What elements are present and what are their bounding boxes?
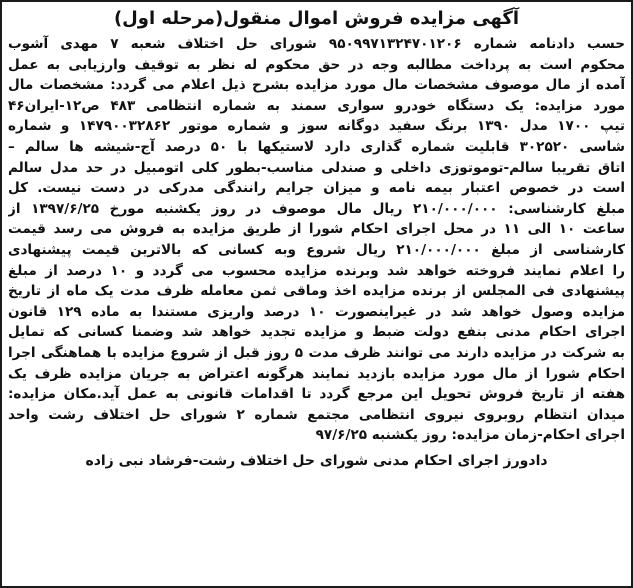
notice-body-line: است در خصوص اعتبار بیمه نامه و میزان جرایم رانندگی مدرکی در دست نیست. کل	[8, 180, 625, 197]
notice-body-line: هفته از تاریخ فروش تحویل این مرجع گردد تا اقدامات قانونی به عمل آید.مکان مزایده:	[8, 386, 625, 403]
notice-body-line: مزایده وصول خواهد شد در غیراینصورت ۱۰ درصد واریزی مستندا به ماده ۱۲۹ قانون	[8, 303, 625, 320]
notice-title: آگهی مزایده فروش اموال منقول(مرحله اول)	[113, 8, 520, 29]
notice-body-line: آمده از مال موصوف مشخصات مال مورد مزایده بشرح ذیل اعلام می گردد: مشخصات مال	[8, 77, 625, 94]
notice-body-line: کارشناسی از مبلغ ۲۱۰/۰۰۰/۰۰۰ ریال شروع وبه کسانی که بالاترین قیمت پیشنهادی	[8, 241, 625, 258]
notice-body-line: مبلغ کارشناسی: ۲۱۰/۰۰۰/۰۰۰ ریال مال موصوف در روز یکشنبه مورخ ۱۳۹۷/۶/۲۵ از	[8, 200, 625, 217]
notice-signature: دادورز اجرای احکام مدنی شورای حل اختلاف رشت-فرشاد نبی زاده	[85, 452, 548, 469]
notice-body-line: محکوم است به پرداخت مطالبه وجه در حق محکوم له نظر به توقیف وارزیابی به عمل	[8, 56, 625, 73]
notice-body	[8, 34, 625, 446]
notice-body-line: شاسی ۳۰۲۵۲۰ قابلیت شماره گذاری دارد لاستیکها با ۵۰ درصد آج-شیشه ها سالم –	[8, 138, 625, 155]
notice-body-line: اتاق تقریبا سالم-توموتوزی داخلی و صندلی مناسب-بطور کلی اتومبیل در حد مدل سالم	[8, 159, 625, 176]
notice-body-line: اجرای احکام-زمان مزایده: روز یکشنبه ۹۷/۶/۲۵	[315, 427, 625, 444]
notice-body-line: ساعت ۱۰ الی ۱۱ در محل اجرای احکام شورا از طریق مزایده به فروش می رسد قیمت	[8, 221, 625, 238]
notice-body-line: میدان انتظام روبروی نیروی انتظامی مجتمع شماره ۲ شورای حل اختلاف رشت واحد	[8, 406, 625, 423]
notice-body-line: تیپ ۱۷۰۰ مدل ۱۳۹۰ برنگ سفید دوگانه سوز و شماره موتور ۱۴۷۹۰۰۳۲۸۶۲ و شماره	[8, 118, 625, 135]
notice-body-line: به شرکت در مزایده دارند می توانند ظرف مدت ۵ روز قبل از شروع مزایده با هماهنگی اجرا	[8, 344, 625, 361]
notice-body-line: را اعلام نمایند فروخته خواهد شد وبرنده مزایده محسوب می گردد و ۱۰ درصد از مبلغ	[8, 262, 625, 279]
notice-body-line: اجرای احکام مدنی بنفع دولت ضبط و مزایده تجدید خواهد شد وضمنا کسانی که تمایل	[8, 324, 625, 341]
notice-body-line: مورد مزایده: یک دستگاه خودرو سواری سمند به شماره انتظامی ۴۸۳ ص۱۲-ایران۴۶	[8, 97, 625, 114]
notice-body-line: حسب دادنامه شماره ۹۵۰۹۹۷۱۳۲۴۷۰۱۲۰۶ شورای حل اختلاف شعبه ۷ مهدی آشوب	[8, 36, 625, 52]
notice-body-line: پیشنهادی فی المجلس از برنده مزایده اخذ وماقی ثمن معامله ظرف مدت یک ماه از تاریخ	[8, 283, 625, 300]
notice-body-line: احکام شورا از مال مورد مزایده بازدید نمایند هرگونه اعتراض به جریان مزایده ظرف یک	[8, 365, 625, 382]
